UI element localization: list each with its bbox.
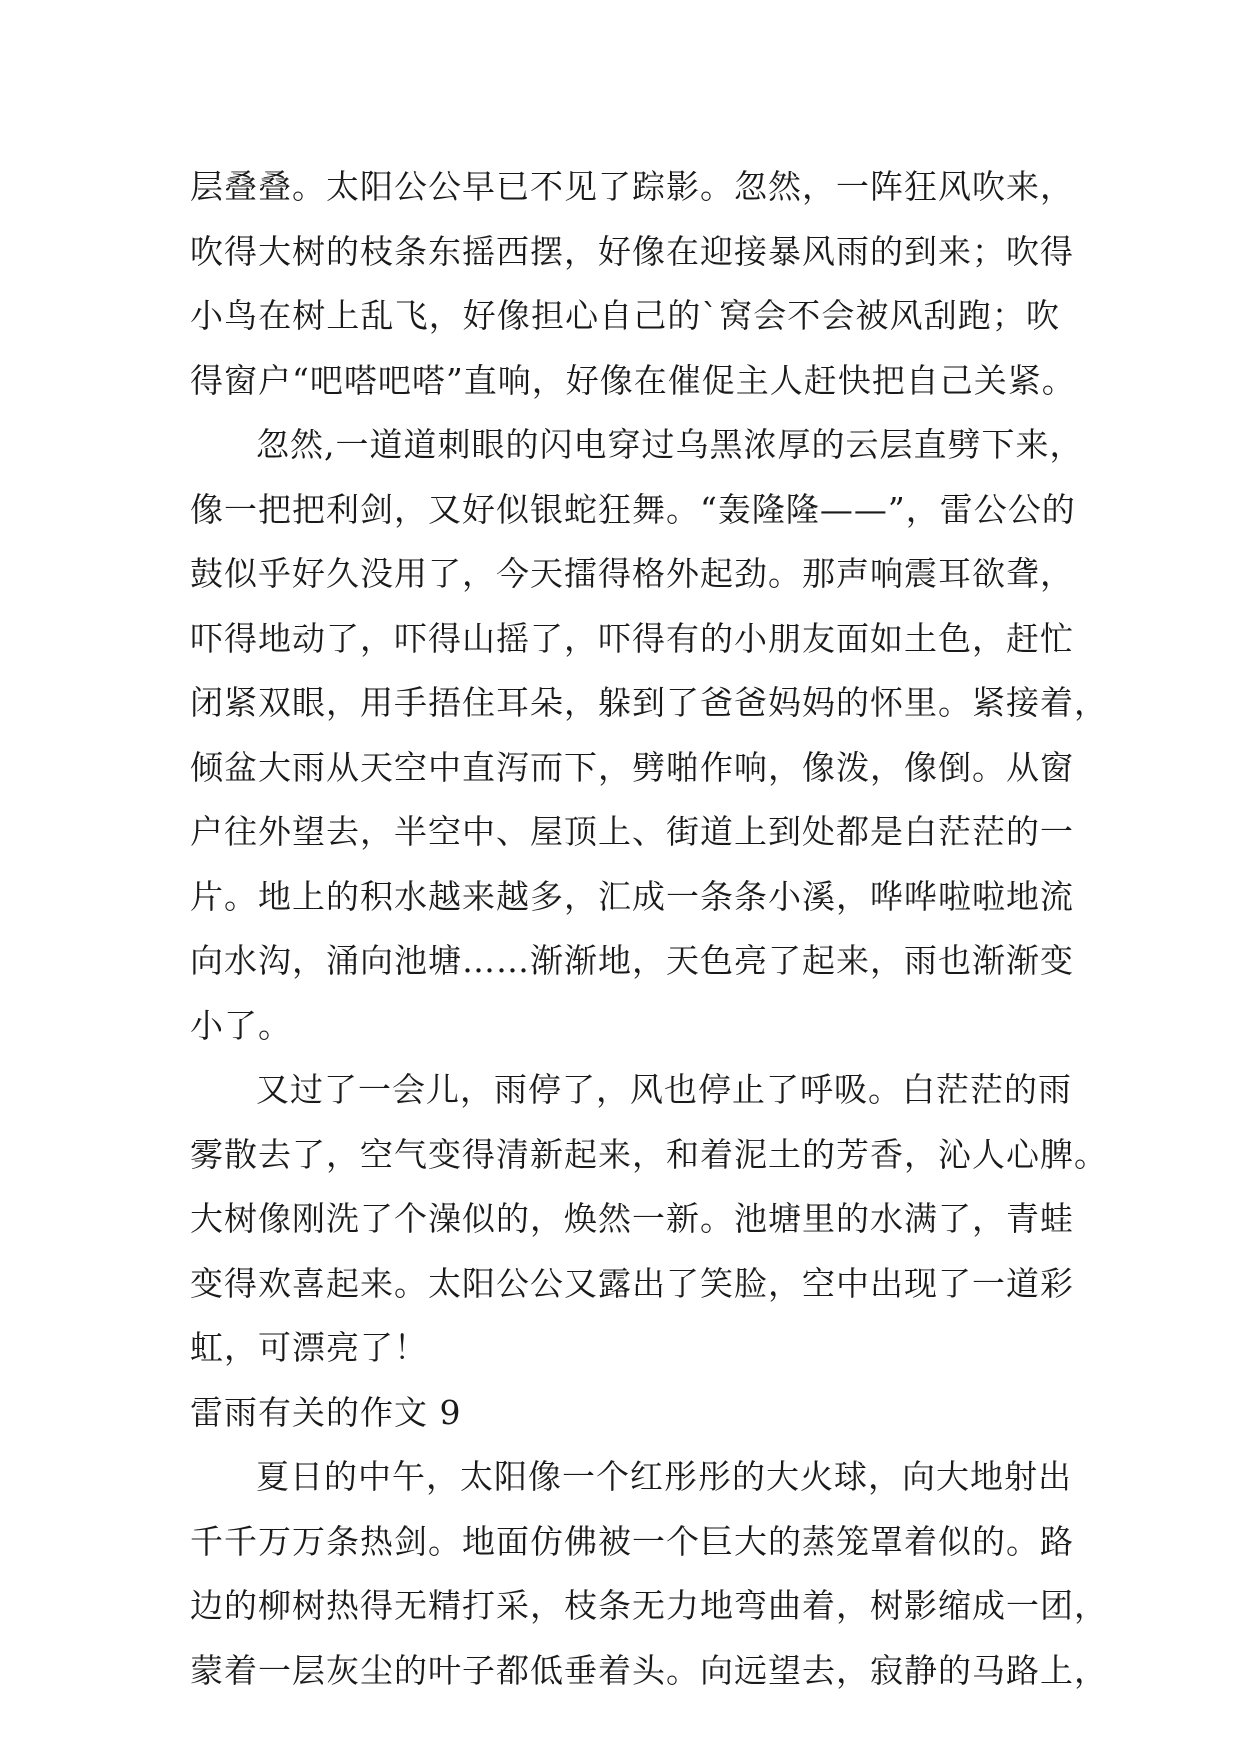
text-line: 向水沟，涌向池塘……渐渐地，天色亮了起来，雨也渐渐变 xyxy=(190,941,1074,980)
text-line: 小鸟在树上乱飞，好像担心自己的`窝会不会被风刮跑；吹 xyxy=(190,296,1060,335)
text-line: 变得欢喜起来。太阳公公又露出了笑脸，空中出现了一道彩 xyxy=(190,1263,1074,1303)
text-line: 千千万万条热剑。地面仿佛被一个巨大的蒸笼罩着似的。路 xyxy=(190,1521,1074,1561)
section-heading: 雷雨有关的作文 9 xyxy=(190,1392,462,1432)
text-line: 吓得地动了，吓得山摇了，吓得有的小朋友面如土色，赶忙 xyxy=(190,618,1074,658)
text-line: 虹，可漂亮了！ xyxy=(190,1328,428,1367)
text-line: 小了。 xyxy=(190,1005,292,1045)
text-line: 层叠叠。太阳公公早已不见了踪影。忽然，一阵狂风吹来， xyxy=(190,167,1074,206)
text-line: 得窗户“吧嗒吧嗒”直响，好像在催促主人赶快把自己关紧。 xyxy=(190,360,1076,400)
text-line: 大树像刚洗了个澡似的，焕然一新。池塘里的水满了，青蛙 xyxy=(190,1199,1074,1238)
text-line: 忽然,一道道刺眼的闪电穿过乌黑浓厚的云层直劈下来， xyxy=(256,425,1084,464)
text-line: 夏日的中午，太阳像一个红彤彤的大火球，向大地射出 xyxy=(256,1457,1072,1496)
text-line: 户往外望去，半空中、屋顶上、街道上到处都是白茫茫的一 xyxy=(190,812,1074,851)
text-line: 倾盆大雨从天空中直泻而下，劈啪作响，像泼，像倒。从窗 xyxy=(190,747,1074,787)
text-line: 雾散去了，空气变得清新起来，和着泥土的芳香，沁人心脾。 xyxy=(190,1134,1108,1174)
text-line: 又过了一会儿，雨停了，风也停止了呼吸。白茫茫的雨 xyxy=(256,1070,1072,1109)
text-line: 边的柳树热得无精打采，枝条无力地弯曲着，树影缩成一团， xyxy=(190,1586,1108,1625)
text-line: 像一把把利剑，又好似银蛇狂舞。“轰隆隆——”，雷公公的 xyxy=(190,489,1076,529)
text-line: 闭紧双眼，用手捂住耳朵，躲到了爸爸妈妈的怀里。紧接着， xyxy=(190,683,1108,722)
text-line: 吹得大树的枝条东摇西摆，好像在迎接暴风雨的到来；吹得 xyxy=(190,231,1074,271)
text-line: 鼓似乎好久没用了，今天擂得格外起劲。那声响震耳欲聋， xyxy=(190,554,1074,593)
article-body xyxy=(190,155,1108,1703)
text-line: 片。地上的积水越来越多，汇成一条条小溪，哗哗啦啦地流 xyxy=(190,876,1074,916)
text-line: 蒙着一层灰尘的叶子都低垂着头。向远望去，寂静的马路上， xyxy=(190,1650,1108,1690)
